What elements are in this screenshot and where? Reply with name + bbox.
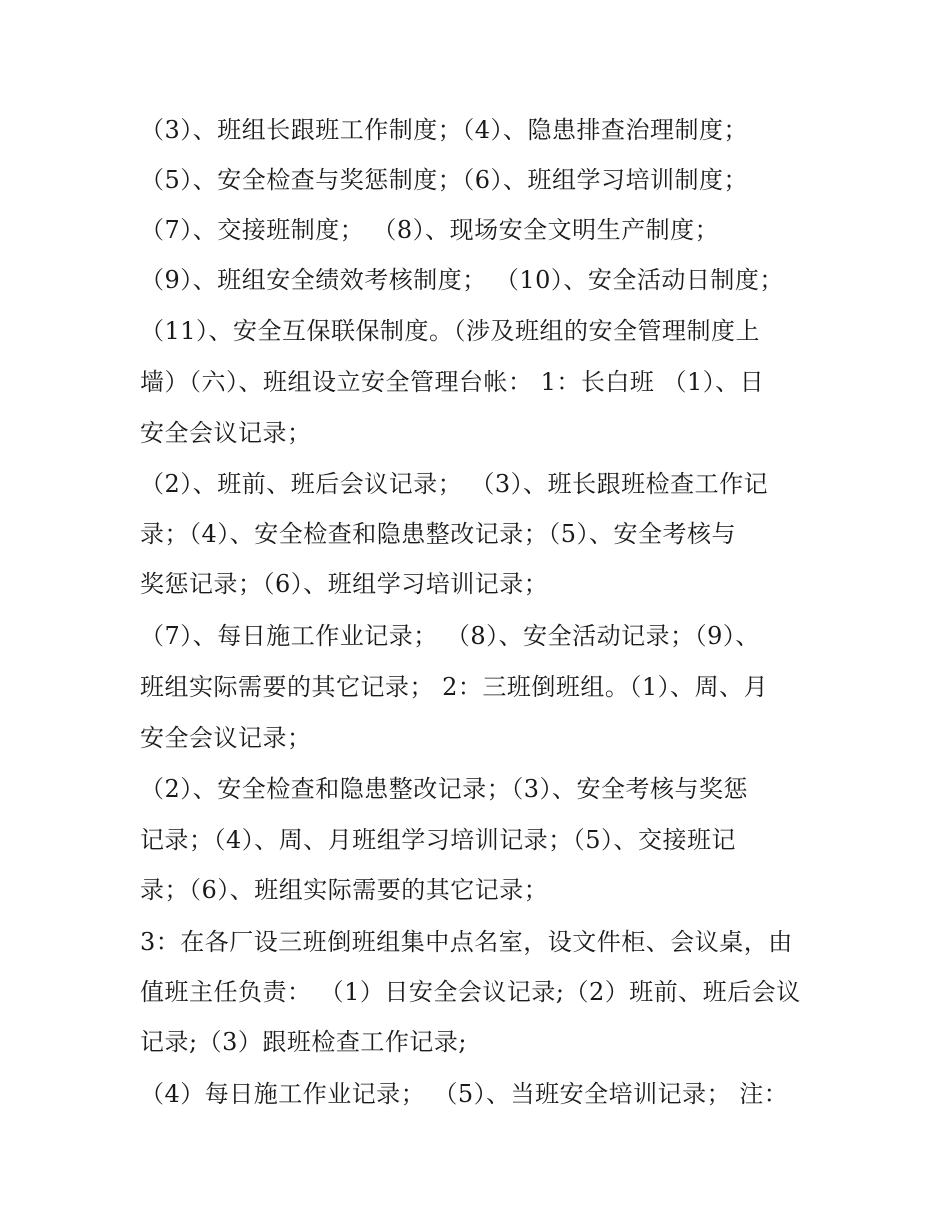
text-line: 3：在各厂设三班倒班组集中点名室，设文件柜、会议桌，由 — [140, 928, 793, 956]
text-line: 录；（6）、班组实际需要的其它记录； — [140, 876, 549, 904]
text-line: （2）、班前、班后会议记录； （3）、班长跟班检查工作记 — [140, 470, 769, 498]
text-line: （2）、安全检查和隐患整改记录；（3）、安全考核与奖惩 — [140, 775, 749, 803]
text-line: （7）、交接班制度； （8）、现场安全文明生产制度； — [140, 216, 720, 244]
text-line: 奖惩记录；（6）、班组学习培训记录； — [140, 570, 549, 598]
text-line: 值班主任负责： （1）日安全会议记录;（2）班前、班后会议 — [140, 978, 801, 1006]
text-line: 墙）（六）、班组设立安全管理台帐： 1：长白班 （1）、日 — [140, 368, 765, 396]
text-line: （3）、班组长跟班工作制度；（4）、隐患排查治理制度； — [140, 116, 749, 144]
text-line: （4）每日施工作业记录； （5）、当班安全培训记录； 注： — [140, 1080, 789, 1108]
text-line: 记录;（3）跟班检查工作记录; — [140, 1028, 467, 1056]
text-line: 班组实际需要的其它记录； 2：三班倒班组。（1）、周、月 — [140, 673, 769, 701]
text-line: （9）、班组安全绩效考核制度； （10）、安全活动日制度； — [140, 266, 784, 294]
text-line: 录；（4）、安全检查和隐患整改记录；（5）、安全考核与 — [140, 520, 737, 548]
text-line: 安全会议记录； — [140, 724, 312, 752]
text-line: （5）、安全检查与奖惩制度；（6）、班组学习培训制度； — [140, 166, 749, 194]
text-line: （11）、安全互保联保制度。（涉及班组的安全管理制度上 — [140, 317, 761, 345]
text-line: 记录；（4）、周、月班组学习培训记录；（5）、交接班记 — [140, 826, 737, 854]
text-line: （7）、每日施工作业记录； （8）、安全活动记录；（9）、 — [140, 622, 760, 650]
text-line: 安全会议记录； — [140, 419, 312, 447]
